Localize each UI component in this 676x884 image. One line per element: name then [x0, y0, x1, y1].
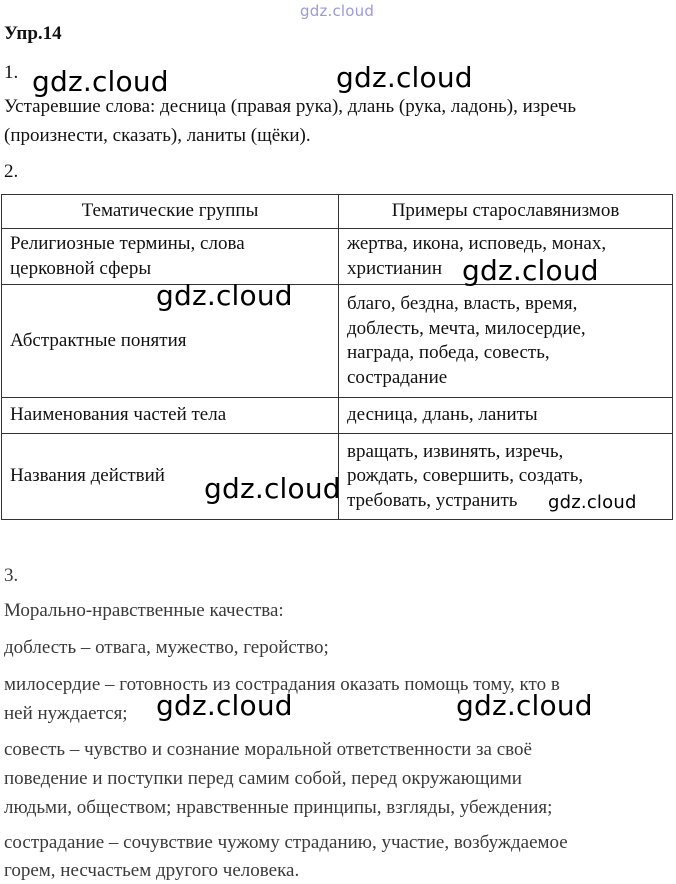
cell-line: доблесть, мечта, милосердие,	[347, 317, 586, 339]
watermark: gdz.cloud	[156, 279, 293, 312]
definition-doblest: доблесть – отвага, мужество, геройство;	[4, 637, 329, 658]
part3-number: 3.	[4, 565, 19, 586]
definition-miloserdie-line1: милосердие – готовность из сострадания оказать помощь тому, кто в	[4, 674, 560, 695]
watermark-top: gdz.cloud	[300, 2, 375, 20]
definition-sovest-line2: поведение и поступки перед самим собой, перед окружающими	[4, 768, 522, 789]
watermark: gdz.cloud	[156, 689, 293, 722]
definition-sovest-line1: совесть – чувство и сознание моральной ответственности за своё	[4, 739, 532, 760]
watermark: gdz.cloud	[32, 65, 169, 98]
exercise-title: Упр.14	[4, 23, 62, 44]
part2-number: 2.	[4, 161, 19, 182]
watermark: gdz.cloud	[548, 492, 637, 513]
definition-sovest-line3: людьми, обществом; нравственные принципы, взгляды, убеждения;	[4, 797, 553, 818]
watermark: gdz.cloud	[462, 254, 599, 287]
table-cell-examples	[339, 398, 673, 434]
table-cell-group	[2, 229, 339, 285]
cell-line: Наименования частей тела	[10, 404, 227, 426]
watermark: gdz.cloud	[456, 689, 593, 722]
table-header-groups: Тематические группы	[2, 195, 339, 229]
cell-line: Абстрактные понятия	[10, 329, 187, 351]
cell-line: вращать, извинять, изречь,	[347, 440, 564, 462]
part1-number: 1.	[4, 62, 19, 83]
watermark: gdz.cloud	[204, 472, 341, 505]
cell-line: церковной сферы	[10, 257, 152, 279]
cell-line: Названия действий	[10, 465, 165, 487]
definition-miloserdie-line2: ней нуждается;	[4, 703, 128, 724]
cell-line: требовать, устранить	[347, 489, 518, 511]
definition-sostradanie-line2: горем, несчастьем другого человека.	[4, 860, 300, 881]
table-cell-group	[2, 398, 339, 434]
cell-line: награда, победа, совесть,	[347, 342, 550, 363]
cell-line: жертва, икона, исповедь, монах,	[347, 233, 607, 254]
cell-line: христианин	[347, 257, 443, 279]
part1-line2: (произнести, сказать), ланиты (щёки).	[4, 125, 311, 146]
table-row	[2, 398, 673, 434]
cell-line: благо, бездна, власть, время,	[347, 293, 578, 314]
table-header-row	[2, 195, 673, 229]
table-cell-examples	[339, 285, 673, 398]
part1-line1: Устаревшие слова: десница (правая рука), длань (рука, ладонь), изречь	[4, 96, 576, 117]
cell-line: Религиозные термины, слова	[10, 233, 245, 254]
table-row	[2, 285, 673, 398]
cell-line: сострадание	[347, 366, 448, 388]
table-header-examples: Примеры старославянизмов	[339, 195, 673, 229]
cell-line: рождать, совершить, создать,	[347, 465, 584, 487]
definition-sostradanie-line1: сострадание – сочувствие чужому страданию, участие, возбуждаемое	[4, 832, 568, 853]
watermark: gdz.cloud	[336, 61, 473, 94]
part3-heading: Морально-нравственные качества:	[4, 600, 284, 621]
cell-line: десница, длань, ланиты	[347, 404, 538, 426]
